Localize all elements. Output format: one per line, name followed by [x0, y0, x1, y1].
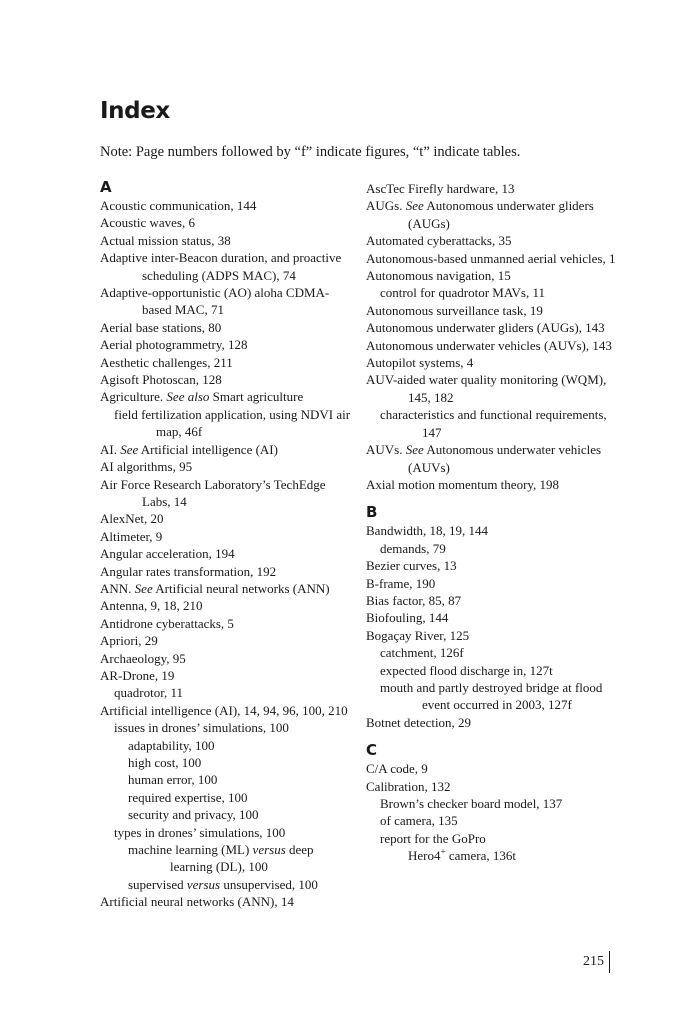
entry-text: Acoustic waves, 6: [100, 215, 195, 231]
entry-text: versus: [252, 842, 286, 858]
entry-text: Automated cyberattacks, 35: [366, 233, 512, 249]
index-subentry: [100, 719, 356, 736]
index-entry: [366, 522, 622, 539]
index-entry: [100, 336, 356, 353]
entry-text: field fertilization application, using NDVI air map, 46f: [114, 406, 351, 440]
entry-text: Aerial base stations, 80: [100, 319, 222, 335]
section-letter: A: [100, 178, 112, 196]
index-entry: [366, 476, 622, 493]
index-entry: [366, 441, 622, 476]
index-entry: [100, 197, 356, 214]
index-entry: [100, 441, 356, 458]
entry-text: Calibration, 132: [366, 778, 451, 794]
entry-text: types in drones’ simulations, 100: [114, 824, 286, 840]
index-subentry: [366, 540, 622, 557]
entry-text: Autonomous underwater gliders (AUGs), 143: [366, 320, 605, 336]
entry-text: Adaptive-opportunistic (AO) aloha CDMA-based MAC, 71: [100, 285, 330, 318]
index-entry: [100, 232, 356, 249]
index-entry: [366, 302, 622, 319]
entry-text: Angular acceleration, 194: [100, 546, 235, 562]
entry-text: Autonomous-based unmanned aerial vehicles, 1: [366, 250, 616, 266]
index-entry: [100, 597, 356, 614]
index-entry: [100, 667, 356, 684]
index-subentry: [100, 841, 356, 876]
index-subentry: [366, 662, 622, 679]
index-subentry: [100, 684, 356, 701]
index-entry: [366, 180, 622, 197]
index-entry: [366, 337, 622, 354]
index-entry: [366, 197, 622, 232]
entry-text: See: [120, 441, 139, 457]
entry-text: AscTec Firefly hardware, 13: [366, 181, 515, 196]
entry-text: Artificial intelligence (AI), 14, 94, 96, 100, 210: [100, 702, 348, 718]
entry-text: control for quadrotor MAVs, 11: [380, 285, 546, 301]
index-subentry: [366, 644, 622, 661]
index-entry: [100, 545, 356, 562]
entry-text: Autonomous navigation, 15: [366, 268, 511, 284]
entry-text: B-frame, 190: [366, 575, 436, 591]
index-entry: [100, 893, 356, 910]
entry-text: required expertise, 100: [128, 789, 248, 805]
index-column-right: [366, 180, 622, 865]
entry-text: Aerial photogrammetry, 128: [100, 337, 248, 353]
entry-text: supervised: [128, 876, 187, 892]
entry-text: AUVs.: [366, 442, 406, 458]
index-entry: [366, 714, 622, 731]
index-entry: [100, 249, 356, 284]
entry-text: Smart agriculture: [209, 389, 304, 405]
entry-text: AUGs.: [366, 198, 406, 214]
index-entry: [100, 284, 356, 319]
entry-text: expected flood discharge in, 127t: [380, 662, 553, 678]
entry-text: Autopilot systems, 4: [366, 355, 474, 371]
entry-text: Brown’s checker board model, 137: [380, 796, 563, 811]
entry-text: Bogaçay River, 125: [366, 627, 470, 643]
index-subentry: [366, 847, 622, 864]
entry-text: high cost, 100: [128, 755, 202, 770]
entry-text: report for the GoPro: [380, 830, 486, 846]
entry-text: Autonomous underwater vehicles (AUVs): [408, 442, 602, 475]
index-entry: [100, 702, 356, 719]
index-entry: [100, 615, 356, 632]
index-entry: [366, 354, 622, 371]
index-entry: [366, 371, 622, 406]
entry-text: issues in drones’ simulations, 100: [114, 720, 289, 736]
entry-text: See: [405, 198, 424, 214]
index-entry: [100, 563, 356, 580]
entry-text: quadrotor, 11: [114, 685, 184, 701]
page-number: 215: [583, 951, 610, 973]
entry-text: C/A code, 9: [366, 761, 428, 777]
index-entry: [366, 319, 622, 336]
index-entry: [100, 354, 356, 371]
index-entry: [366, 760, 622, 777]
entry-text: AlexNet, 20: [100, 511, 164, 527]
entry-text: camera, 136t: [445, 848, 516, 864]
entry-text: Adaptive inter-Beacon duration, and proactive scheduling (ADPS MAC), 74: [100, 250, 342, 283]
entry-text: Bezier curves, 13: [366, 558, 457, 574]
index-entry: [100, 510, 356, 527]
index-subentry: [100, 737, 356, 754]
index-entry: [366, 575, 622, 592]
entry-text: Axial motion momentum theory, 198: [366, 476, 560, 492]
index-entry: [100, 388, 356, 405]
index-entry: [100, 214, 356, 231]
index-subentry: [100, 754, 356, 771]
entry-text: Altimeter, 9: [100, 528, 163, 544]
entry-text: of camera, 135: [380, 813, 458, 829]
entry-text: +: [440, 846, 446, 857]
entry-text: Actual mission status, 38: [100, 232, 231, 248]
index-entry: [366, 557, 622, 574]
index-entry: [366, 627, 622, 644]
index-subentry: [366, 679, 622, 714]
entry-text: Air Force Research Laboratory’s TechEdge Labs, 14: [100, 476, 326, 509]
index-entry: [366, 609, 622, 626]
entry-text: Bias factor, 85, 87: [366, 592, 462, 608]
entry-text: Biofouling, 144: [366, 610, 449, 626]
entry-text: Angular rates transformation, 192: [100, 563, 277, 579]
index-subentry: [100, 806, 356, 823]
index-subentry: [100, 771, 356, 788]
entry-text: security and privacy, 100: [128, 807, 259, 823]
index-entry: [100, 528, 356, 545]
index-entry: [100, 580, 356, 597]
index-entry: [100, 650, 356, 667]
entry-text: AR-Drone, 19: [100, 667, 175, 683]
index-subentry: [366, 812, 622, 829]
section-letter: B: [366, 503, 378, 522]
index-subentry: [100, 789, 356, 806]
index-subentry: [366, 284, 622, 301]
entry-text: Artificial intelligence (AI): [138, 441, 278, 457]
entry-text: AI.: [100, 441, 121, 457]
entry-text: demands, 79: [380, 540, 446, 556]
entry-text: Antidrone cyberattacks, 5: [100, 615, 234, 631]
index-entry: [366, 778, 622, 795]
entry-text: adaptability, 100: [128, 737, 215, 753]
entry-text: Antenna, 9, 18, 210: [100, 598, 203, 614]
entry-text: mouth and partly destroyed bridge at flood event occurred in 2003, 127f: [380, 679, 603, 713]
entry-text: ANN.: [100, 580, 135, 596]
entry-text: Autonomous surveillance task, 19: [366, 302, 543, 318]
entry-text: Acoustic communication, 144: [100, 198, 257, 213]
index-note: Note: Page numbers followed by “f” indicate figures, “t” indicate tables.: [100, 144, 521, 160]
entry-text: Artificial neural networks (ANN): [152, 580, 330, 596]
index-entry: [366, 250, 622, 267]
index-column-left: [100, 176, 356, 911]
entry-text: versus: [186, 876, 221, 892]
index-entry: [366, 267, 622, 284]
index-entry: [100, 319, 356, 336]
entry-text: Apriori, 29: [100, 633, 158, 649]
entry-text: deep learning (DL), 100: [170, 842, 314, 875]
entry-text: AI algorithms, 95: [100, 459, 193, 475]
entry-text: See: [405, 442, 424, 458]
entry-text: Botnet detection, 29: [366, 714, 472, 730]
entry-text: characteristics and functional requirements, 147: [380, 407, 607, 440]
entry-text: catchment, 126f: [380, 645, 464, 661]
index-entry: [100, 371, 356, 388]
index-entry: [100, 632, 356, 649]
index-subentry: [366, 795, 622, 812]
entry-text: human error, 100: [128, 772, 218, 788]
entry-text: Archaeology, 95: [100, 650, 186, 666]
entry-text: Aesthetic challenges, 211: [100, 354, 233, 370]
index-entry: [366, 232, 622, 249]
entry-text: Agisoft Photoscan, 128: [100, 372, 222, 388]
entry-text: Bandwidth, 18, 19, 144: [366, 523, 489, 539]
entry-text: Artificial neural networks (ANN), 14: [100, 894, 294, 910]
entry-text: Agriculture.: [100, 389, 167, 405]
index-subentry: [100, 824, 356, 841]
entry-text: See: [134, 580, 153, 596]
entry-text: Hero4: [408, 848, 441, 864]
index-entry: [366, 592, 622, 609]
index-subentry: [366, 830, 622, 847]
index-entry: [100, 458, 356, 475]
entry-text: AUV-aided water quality monitoring (WQM), 145, 182: [366, 372, 607, 405]
entry-text: Autonomous underwater vehicles (AUVs), 143: [366, 337, 612, 353]
entry-text: Autonomous underwater gliders (AUGs): [408, 198, 594, 231]
index-subentry: [100, 876, 356, 893]
index-subentry: [366, 406, 622, 441]
entry-text: unsupervised, 100: [220, 876, 318, 892]
index-entry: [100, 476, 356, 511]
page-title: Index: [100, 98, 170, 124]
entry-text: See also: [166, 389, 210, 405]
index-subentry: [100, 406, 356, 441]
entry-text: machine learning (ML): [128, 842, 253, 858]
section-letter: C: [366, 741, 378, 760]
